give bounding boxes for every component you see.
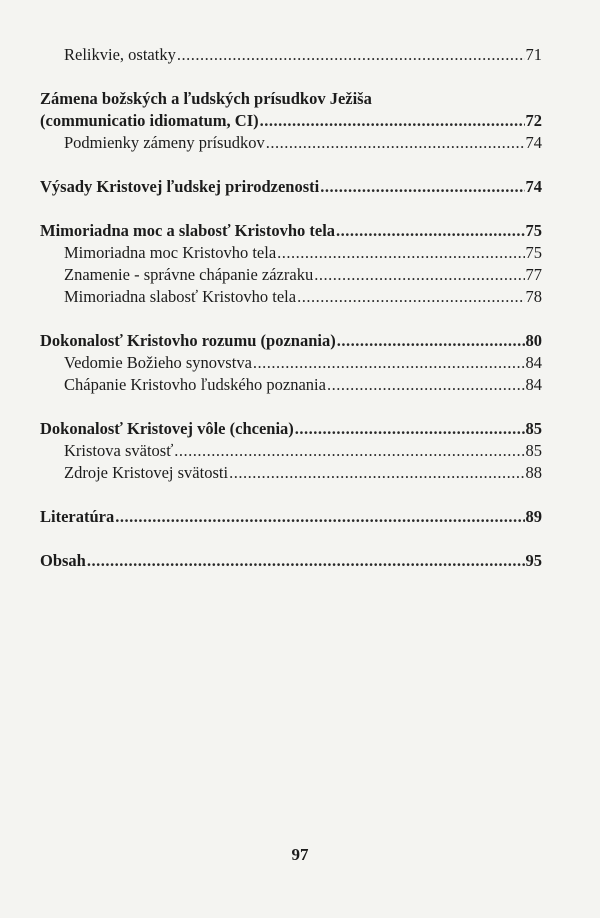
dot-leader — [320, 176, 524, 198]
toc-heading-page: 75 — [525, 221, 542, 240]
toc-entry-page: 75 — [525, 243, 542, 262]
dot-leader — [177, 44, 525, 66]
toc-entry — [40, 374, 542, 396]
toc-group-relikvie — [40, 44, 542, 66]
dot-leader — [327, 374, 525, 396]
toc-entry-page: 74 — [525, 133, 542, 152]
toc-entry-title: Vedomie Božieho synovstva — [64, 353, 252, 372]
toc-group-mimoriadna — [40, 220, 542, 308]
toc-entry — [40, 44, 542, 66]
toc-heading-title: Dokonalosť Kristovej vôle (chcenia) — [40, 419, 294, 438]
toc-entry-page: 85 — [525, 441, 542, 460]
toc-heading — [40, 220, 542, 242]
toc-heading-title: Obsah — [40, 551, 86, 570]
toc-heading-page: 72 — [525, 111, 542, 130]
toc-heading — [40, 550, 542, 572]
dot-leader — [297, 286, 524, 308]
toc-heading — [40, 330, 542, 352]
dot-leader — [260, 110, 525, 132]
toc-entry — [40, 286, 542, 308]
dot-leader — [277, 242, 524, 264]
toc-heading — [40, 506, 542, 528]
toc-heading — [40, 110, 542, 132]
toc-entry — [40, 242, 542, 264]
toc-entry-page: 88 — [525, 463, 542, 482]
toc-entry-title: Mimoriadna moc Kristovho tela — [64, 243, 277, 262]
toc-entry — [40, 132, 542, 154]
toc-entry — [40, 264, 542, 286]
dot-leader — [314, 264, 524, 286]
toc-group-obsah — [40, 550, 542, 572]
toc-group-literatura — [40, 506, 542, 528]
toc-entry-page: 84 — [525, 375, 542, 394]
toc-heading-page: 74 — [525, 177, 542, 196]
toc-entry-page: 77 — [525, 265, 542, 284]
toc-entry-title: Podmienky zámeny prísudkov — [64, 133, 265, 152]
toc-entry — [40, 462, 542, 484]
toc-heading-page: 80 — [525, 331, 542, 350]
toc-entry — [40, 352, 542, 374]
toc-entry — [40, 440, 542, 462]
dot-leader — [115, 506, 524, 528]
dot-leader — [87, 550, 525, 572]
toc-heading-page: 85 — [525, 419, 542, 438]
toc-entry-title: Znamenie - správne chápanie zázraku — [64, 265, 314, 284]
toc-group-zamena — [40, 88, 542, 154]
dot-leader — [336, 220, 524, 242]
toc-group-dokonalost-rozumu — [40, 330, 542, 396]
toc-heading-title: Výsady Kristovej ľudskej prirodzenosti — [40, 177, 320, 196]
toc-group-vysady — [40, 176, 542, 198]
dot-leader — [337, 330, 525, 352]
page-number: 97 — [291, 845, 309, 864]
toc-heading-title: Mimoriadna moc a slabosť Kristovho tela — [40, 221, 336, 240]
dot-leader — [253, 352, 525, 374]
dot-leader — [266, 132, 525, 154]
toc-entry-page: 78 — [525, 287, 542, 306]
toc-heading-line1: Zámena božských a ľudských prísudkov Ježiša — [40, 89, 372, 108]
toc-entry-title: Relikvie, ostatky — [64, 45, 176, 64]
dot-leader — [295, 418, 525, 440]
dot-leader — [229, 462, 524, 484]
toc-heading — [40, 176, 542, 198]
toc-heading-title: (communicatio idiomatum, CI) — [40, 111, 259, 130]
toc-heading-title: Dokonalosť Kristovho rozumu (poznania) — [40, 331, 336, 350]
toc-entry-title: Kristova svätosť — [64, 441, 174, 460]
toc-heading-page: 89 — [525, 507, 542, 526]
toc-heading-page: 95 — [525, 551, 542, 570]
toc-entry-title: Chápanie Kristovho ľudského poznania — [64, 375, 326, 394]
toc-entry-page: 71 — [525, 45, 542, 64]
toc-heading — [40, 418, 542, 440]
toc-entry-page: 84 — [525, 353, 542, 372]
dot-leader — [174, 440, 524, 462]
toc-group-dokonalost-vole — [40, 418, 542, 484]
table-of-contents — [40, 44, 542, 594]
toc-entry-title: Mimoriadna slabosť Kristovho tela — [64, 287, 297, 306]
toc-entry-title: Zdroje Kristovej svätosti — [64, 463, 229, 482]
toc-heading-title: Literatúra — [40, 507, 115, 526]
